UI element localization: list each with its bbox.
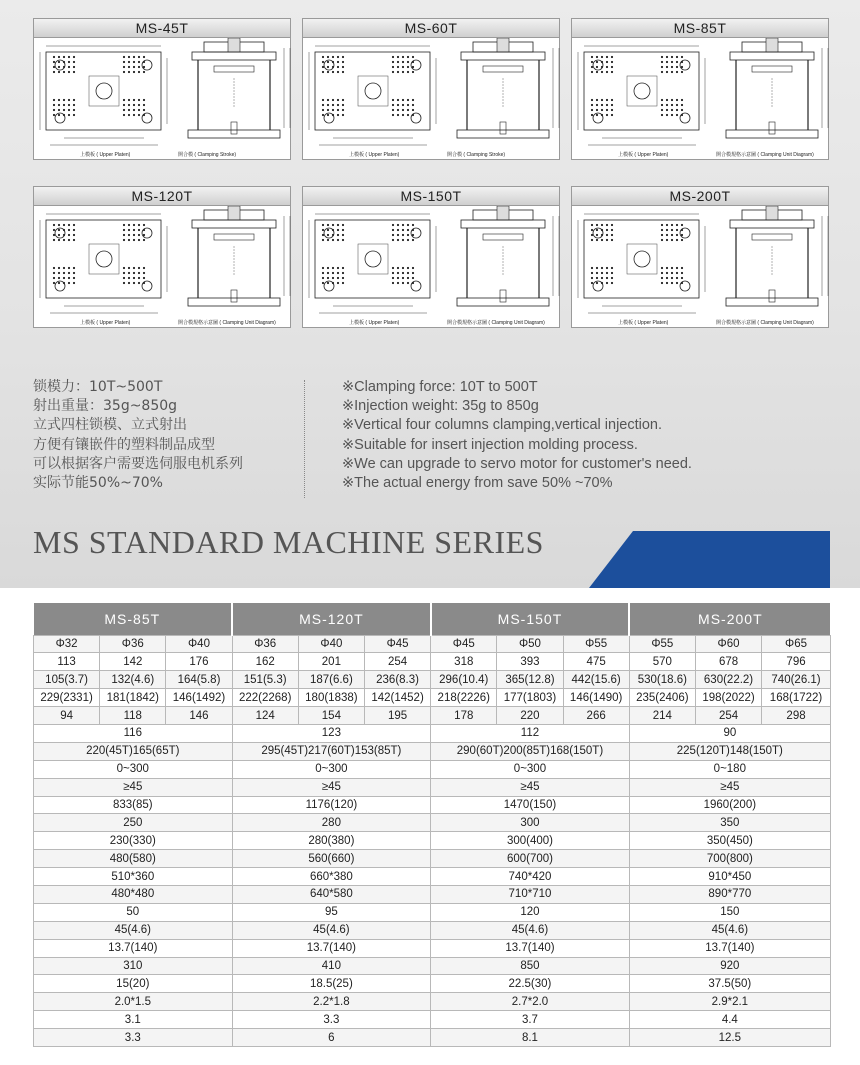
table-cell: 45(4.6) <box>232 921 431 939</box>
diagram-card <box>571 18 829 160</box>
table-cell: 290(60T)200(85T)168(150T) <box>431 742 630 760</box>
table-cell: ≥45 <box>431 778 630 796</box>
table-cell: 266 <box>563 707 629 725</box>
table-row <box>34 1011 831 1029</box>
table-cell: 218(2226) <box>431 689 497 707</box>
table-cell: 177(1803) <box>497 689 563 707</box>
table-cell: 280(380) <box>232 832 431 850</box>
table-cell: 3.3 <box>232 1011 431 1029</box>
feature-line: 立式四柱锁模、立式射出 <box>33 417 187 434</box>
table-header-row <box>34 603 831 635</box>
table-cell: 180(1838) <box>298 689 364 707</box>
table-cell: 142(1452) <box>364 689 430 707</box>
table-cell: 168(1722) <box>762 689 831 707</box>
model-header: MS-120T <box>232 603 431 635</box>
table-cell: 393 <box>497 653 563 671</box>
table-row <box>34 760 831 778</box>
table-cell: 300 <box>431 814 630 832</box>
platen-diagram <box>572 38 830 160</box>
table-cell: 2.0*1.5 <box>34 993 233 1011</box>
feature-line: ※Suitable for insert injection molding process. <box>342 436 638 453</box>
table-cell: 45(4.6) <box>431 921 630 939</box>
table-cell: 95 <box>232 903 431 921</box>
table-cell: 318 <box>431 653 497 671</box>
table-cell: 236(8.3) <box>364 671 430 689</box>
table-row <box>34 653 831 671</box>
table-cell: 475 <box>563 653 629 671</box>
table-row <box>34 689 831 707</box>
stroke-caption: 開合模規格示意圖 ( Clamping Unit Diagram) <box>178 320 276 326</box>
table-cell: 187(6.6) <box>298 671 364 689</box>
diagram-card <box>571 186 829 328</box>
table-cell: 300(400) <box>431 832 630 850</box>
table-row <box>34 993 831 1011</box>
table-cell: 22.5(30) <box>431 975 630 993</box>
platen-outline <box>46 52 161 130</box>
table-cell: 350 <box>629 814 830 832</box>
table-cell: 630(22.2) <box>695 671 761 689</box>
table-cell: 910*450 <box>629 868 830 886</box>
table-cell: 480(580) <box>34 850 233 868</box>
feature-line: ※The actual energy from save 50% ~70% <box>342 475 613 492</box>
table-cell: 310 <box>34 957 233 975</box>
table-cell: 229(2331) <box>34 689 100 707</box>
platen-caption: 上模板 ( Upper Platen) <box>349 152 400 158</box>
platen-outline <box>315 52 430 130</box>
table-cell: 365(12.8) <box>497 671 563 689</box>
table-row <box>34 814 831 832</box>
feature-line: 射出重量：35g~850g <box>33 398 178 415</box>
platen-diagram <box>572 206 830 328</box>
stroke-caption: 開合模 ( Clamping Stroke) <box>178 152 237 158</box>
platen-outline <box>584 52 699 130</box>
table-row <box>34 921 831 939</box>
table-cell: 480*480 <box>34 885 233 903</box>
table-cell: 0~300 <box>431 760 630 778</box>
table-cell: 142 <box>100 653 166 671</box>
platen-caption: 上模板 ( Upper Platen) <box>80 152 131 158</box>
diagram-title: MS-85T <box>571 18 829 38</box>
diagram-body <box>33 206 291 328</box>
feature-line: ※Clamping force: 10T to 500T <box>342 379 538 395</box>
diagram-card <box>33 18 291 160</box>
table-cell: 12.5 <box>629 1029 830 1047</box>
diagram-body <box>302 38 560 160</box>
series-title: MS STANDARD MACHINE SERIES <box>33 524 544 560</box>
stroke-caption: 開合模規格示意圖 ( Clamping Unit Diagram) <box>716 320 814 326</box>
table-cell: 162 <box>232 653 298 671</box>
table-cell: 298 <box>762 707 831 725</box>
table-cell: 164(5.8) <box>166 671 232 689</box>
feature-line: 可以根据客户需要选伺服电机系列 <box>33 455 243 472</box>
table-cell: 600(700) <box>431 850 630 868</box>
table-cell: 8.1 <box>431 1029 630 1047</box>
platen-outline <box>46 220 161 298</box>
table-cell: 296(10.4) <box>431 671 497 689</box>
diagram-body <box>302 206 560 328</box>
table-row <box>34 671 831 689</box>
table-cell: 90 <box>629 724 830 742</box>
spec-table-body <box>34 635 831 1046</box>
table-cell: 176 <box>166 653 232 671</box>
stroke-caption: 開合模 ( Clamping Stroke) <box>447 152 506 158</box>
feature-line: ※We can upgrade to servo motor for customer's need. <box>342 455 692 472</box>
table-cell: 132(4.6) <box>100 671 166 689</box>
table-cell: 2.9*2.1 <box>629 993 830 1011</box>
table-cell: 123 <box>232 724 431 742</box>
table-cell: 195 <box>364 707 430 725</box>
table-cell: 1470(150) <box>431 796 630 814</box>
table-cell: 1960(200) <box>629 796 830 814</box>
table-cell: 740*420 <box>431 868 630 886</box>
stroke-caption: 開合模規格示意圖 ( Clamping Unit Diagram) <box>716 152 814 158</box>
diagram-title: MS-150T <box>302 186 560 206</box>
table-row <box>34 868 831 886</box>
diagram-body <box>571 206 829 328</box>
table-cell: 0~180 <box>629 760 830 778</box>
table-cell: 280 <box>232 814 431 832</box>
table-row <box>34 707 831 725</box>
table-cell: 45(4.6) <box>629 921 830 939</box>
table-cell: 118 <box>100 707 166 725</box>
table-cell: 13.7(140) <box>629 939 830 957</box>
table-cell: 660*380 <box>232 868 431 886</box>
table-cell: 235(2406) <box>629 689 695 707</box>
table-cell: Φ55 <box>563 635 629 653</box>
table-cell: ≥45 <box>629 778 830 796</box>
table-cell: 850 <box>431 957 630 975</box>
table-cell: 178 <box>431 707 497 725</box>
table-cell: 833(85) <box>34 796 233 814</box>
diagram-title: MS-200T <box>571 186 829 206</box>
table-cell: 15(20) <box>34 975 233 993</box>
table-cell: 1176(120) <box>232 796 431 814</box>
table-cell: 201 <box>298 653 364 671</box>
platen-caption: 上模板 ( Upper Platen) <box>618 152 669 158</box>
table-row <box>34 957 831 975</box>
table-cell: 254 <box>695 707 761 725</box>
table-cell: 146(1492) <box>166 689 232 707</box>
feature-line: ※Injection weight: 35g to 850g <box>342 398 539 415</box>
diagram-card <box>33 186 291 328</box>
table-cell: 295(45T)217(60T)153(85T) <box>232 742 431 760</box>
table-cell: Φ45 <box>431 635 497 653</box>
table-cell: 146 <box>166 707 232 725</box>
table-cell: Φ50 <box>497 635 563 653</box>
table-cell: 181(1842) <box>100 689 166 707</box>
feature-line: 方便有镶嵌件的塑料制品成型 <box>33 436 215 453</box>
table-cell: 220(45T)165(65T) <box>34 742 233 760</box>
table-row <box>34 796 831 814</box>
table-cell: Φ60 <box>695 635 761 653</box>
table-row <box>34 778 831 796</box>
table-cell: 13.7(140) <box>232 939 431 957</box>
table-cell: 0~300 <box>232 760 431 778</box>
table-cell: 2.7*2.0 <box>431 993 630 1011</box>
model-header: MS-85T <box>34 603 233 635</box>
table-cell: 700(800) <box>629 850 830 868</box>
table-cell: 2.2*1.8 <box>232 993 431 1011</box>
table-cell: 113 <box>34 653 100 671</box>
platen-diagram <box>303 38 561 160</box>
table-cell: 560(660) <box>232 850 431 868</box>
table-cell: Φ65 <box>762 635 831 653</box>
table-cell: 220 <box>497 707 563 725</box>
table-cell: 796 <box>762 653 831 671</box>
model-header: MS-150T <box>431 603 630 635</box>
platen-diagram <box>303 206 561 328</box>
table-row <box>34 850 831 868</box>
table-cell: 214 <box>629 707 695 725</box>
table-cell: 6 <box>232 1029 431 1047</box>
table-cell: 250 <box>34 814 233 832</box>
table-row <box>34 939 831 957</box>
table-row <box>34 1029 831 1047</box>
table-row <box>34 975 831 993</box>
features-divider <box>304 380 305 498</box>
table-cell: 230(330) <box>34 832 233 850</box>
table-cell: 151(5.3) <box>232 671 298 689</box>
table-cell: 105(3.7) <box>34 671 100 689</box>
table-cell: 124 <box>232 707 298 725</box>
feature-line: ※Vertical four columns clamping,vertical injection. <box>342 417 663 434</box>
table-cell: 510*360 <box>34 868 233 886</box>
table-row <box>34 832 831 850</box>
table-cell: 37.5(50) <box>629 975 830 993</box>
table-cell: 410 <box>232 957 431 975</box>
table-cell: 570 <box>629 653 695 671</box>
table-cell: 3.1 <box>34 1011 233 1029</box>
table-row <box>34 724 831 742</box>
platen-outline <box>315 220 430 298</box>
diagram-title: MS-60T <box>302 18 560 38</box>
diagram-card <box>302 18 560 160</box>
table-cell: Φ32 <box>34 635 100 653</box>
platen-caption: 上模板 ( Upper Platen) <box>349 320 400 326</box>
table-cell: 442(15.6) <box>563 671 629 689</box>
table-cell: 50 <box>34 903 233 921</box>
table-row <box>34 885 831 903</box>
table-cell: 146(1490) <box>563 689 629 707</box>
table-cell: Φ45 <box>364 635 430 653</box>
table-cell: 4.4 <box>629 1011 830 1029</box>
table-row <box>34 742 831 760</box>
table-row <box>34 903 831 921</box>
table-cell: 254 <box>364 653 430 671</box>
table-cell: Φ36 <box>100 635 166 653</box>
table-cell: Φ40 <box>166 635 232 653</box>
platen-caption: 上模板 ( Upper Platen) <box>618 320 669 326</box>
diagram-body <box>33 38 291 160</box>
table-cell: 13.7(140) <box>431 939 630 957</box>
table-cell: Φ36 <box>232 635 298 653</box>
table-cell: 94 <box>34 707 100 725</box>
table-cell: 13.7(140) <box>34 939 233 957</box>
table-cell: 112 <box>431 724 630 742</box>
table-cell: 45(4.6) <box>34 921 233 939</box>
platen-diagram <box>34 206 292 328</box>
table-row <box>34 635 831 653</box>
table-cell: 18.5(25) <box>232 975 431 993</box>
table-cell: 530(18.6) <box>629 671 695 689</box>
table-cell: 920 <box>629 957 830 975</box>
table-cell: 350(450) <box>629 832 830 850</box>
table-cell: 150 <box>629 903 830 921</box>
table-cell: 640*580 <box>232 885 431 903</box>
features-english <box>342 378 692 493</box>
table-cell: 678 <box>695 653 761 671</box>
feature-line: 锁模力：10T~500T <box>33 379 163 395</box>
spec-table <box>33 603 831 1047</box>
table-cell: 198(2022) <box>695 689 761 707</box>
platen-diagram <box>34 38 292 160</box>
platen-outline <box>584 220 699 298</box>
table-cell: Φ55 <box>629 635 695 653</box>
table-cell: Φ40 <box>298 635 364 653</box>
table-cell: ≥45 <box>232 778 431 796</box>
platen-caption: 上模板 ( Upper Platen) <box>80 320 131 326</box>
features-chinese <box>33 378 243 493</box>
table-cell: 890*770 <box>629 885 830 903</box>
diagram-card <box>302 186 560 328</box>
feature-line: 实际节能50%~70% <box>33 475 163 492</box>
table-cell: ≥45 <box>34 778 233 796</box>
table-cell: 0~300 <box>34 760 233 778</box>
table-cell: 225(120T)148(150T) <box>629 742 830 760</box>
table-cell: 3.7 <box>431 1011 630 1029</box>
diagram-title: MS-45T <box>33 18 291 38</box>
table-cell: 710*710 <box>431 885 630 903</box>
model-header: MS-200T <box>629 603 830 635</box>
diagram-title: MS-120T <box>33 186 291 206</box>
table-cell: 116 <box>34 724 233 742</box>
table-cell: 154 <box>298 707 364 725</box>
table-cell: 222(2268) <box>232 689 298 707</box>
table-cell: 3.3 <box>34 1029 233 1047</box>
diagram-body <box>571 38 829 160</box>
stroke-caption: 開合模規格示意圖 ( Clamping Unit Diagram) <box>447 320 545 326</box>
table-cell: 740(26.1) <box>762 671 831 689</box>
table-cell: 120 <box>431 903 630 921</box>
